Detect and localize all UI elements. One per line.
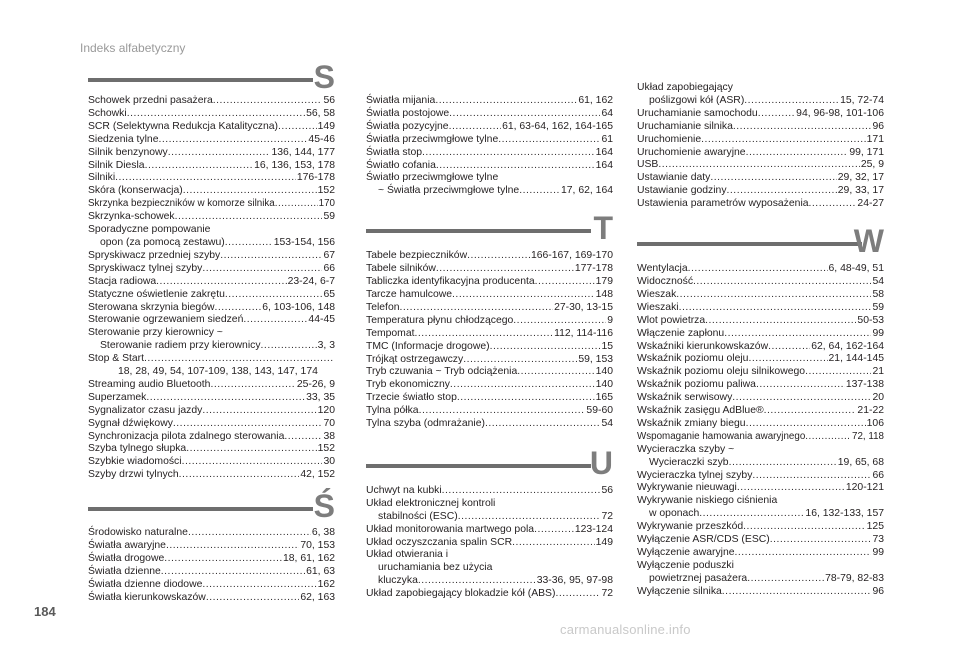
index-entry: Sterowana skrzynia biegów ..... 6, 103-106, 148 (88, 302, 335, 315)
watermark: carmanualsonline.info (560, 622, 691, 637)
index-entry: Uruchomienie awaryjne ..... 99, 171 (637, 147, 884, 160)
index-entry: Tabele silników ..... 177-178 (366, 263, 613, 276)
index-entry: Trzecie światło stop ..... 165 (366, 392, 613, 405)
index-entry: Szyby drzwi tylnych ..... 42, 152 (88, 469, 335, 482)
index-entry: Siedzenia tylne ..... 45-46 (88, 134, 335, 147)
section-letter: S (313, 59, 335, 95)
index-entry: Wyłączenie awaryjne ..... 99 (637, 547, 884, 560)
index-entry: Uchwyt na kubki ..... 56 (366, 485, 613, 498)
index-entry-heading: Sterowanie przy kierownicy ~ (88, 327, 223, 339)
index-entry: Tryb czuwania ~ Tryb odciążenia ..... 140 (366, 366, 613, 379)
section-w-entries (637, 263, 884, 599)
index-entry-heading: Wycieraczka szyby ~ (637, 443, 735, 455)
index-entry-heading: uruchamiania bez użycia (378, 562, 493, 574)
index-entry: Wskaźnik poziomu paliwa ..... 137-138 (637, 379, 884, 392)
index-entry: Wspomaganie hamowania awaryjnego ..... 72, 118 (637, 431, 884, 444)
index-entry: Wieszak ..... 58 (637, 289, 884, 302)
index-entry-heading: Wyłączenie poduszki (637, 559, 734, 571)
index-entry: Światło cofania ..... 164 (366, 160, 613, 173)
index-entry: Układ monitorowania martwego pola ..... 123-124 (366, 524, 613, 537)
section-header-u (366, 444, 613, 485)
index-entry: Widoczność ..... 54 (637, 276, 884, 289)
index-column-2 (366, 95, 613, 601)
page-number: 184 (34, 604, 56, 619)
index-entry: Tylna półka ..... 59-60 (366, 405, 613, 418)
index-entry: Światła dzienne ..... 61, 63 (88, 566, 335, 579)
index-entry: Schowek przedni pasażera ..... 56 (88, 95, 335, 108)
index-entry: Sterowanie radiem przy kierownicy ..... 3, 3 (88, 340, 335, 353)
index-entry-heading: Sporadyczne pompowanie (88, 224, 211, 236)
index-entry: Światła awaryjne ..... 70, 153 (88, 540, 335, 553)
index-entry: TMC (Informacje drogowe) ..... 15 (366, 341, 613, 354)
index-entry: Uruchomienie ..... 171 (637, 134, 884, 147)
index-entry: Silniki ..... 176-178 (88, 172, 335, 185)
section-letter: W (853, 223, 884, 260)
section-header-t (366, 210, 613, 250)
index-entry: Stop & Start ..... (88, 353, 335, 366)
index-entry: Stacja radiowa ..... 23-24, 6-7 (88, 276, 335, 289)
index-entry: kluczyka ..... 33-36, 95, 97-98 (366, 575, 613, 588)
section-t-entries (366, 250, 613, 431)
index-entry: Wskaźnik poziomu oleju ..... 21, 144-145 (637, 353, 884, 366)
index-entry: Światła kierunkowskazów ..... 62, 163 (88, 592, 335, 605)
section-s-entries (88, 95, 335, 482)
section-rule (366, 464, 591, 468)
index-entry-heading: Układ otwierania i (366, 549, 449, 561)
section-header-s-acute (88, 488, 335, 527)
index-entry: Wskaźnik zasięgu AdBlue® ..... 21-22 (637, 405, 884, 418)
index-column-1 (88, 59, 335, 605)
index-entry: Silnik benzynowy ..... 136, 144, 177 (88, 147, 335, 160)
index-entry: Wskaźniki kierunkowskazów ..... 62, 64, 162-164 (637, 341, 884, 354)
index-entry: Tabele bezpieczników ..... 166-167, 169-170 (366, 250, 613, 263)
index-entry: Superzamek ..... 33, 35 (88, 392, 335, 405)
index-entry: Ustawianie daty ..... 29, 32, 17 (637, 172, 884, 185)
index-entry: Spryskiwacz tylnej szyby ..... 66 (88, 263, 335, 276)
index-entry: Silnik Diesla ..... 16, 136, 153, 178 (88, 160, 335, 173)
index-entry: Światła przeciwmgłowe tylne ..... 61 (366, 134, 613, 147)
index-entry: Środowisko naturalne ..... 6, 38 (88, 527, 335, 540)
index-entry: Szybkie wiadomości ..... 30 (88, 456, 335, 469)
section-u-cont-entries (637, 82, 884, 211)
index-entry: USB ..... 25, 9 (637, 159, 884, 172)
index-entry: Wskaźnik zmiany biegu ..... 106 (637, 418, 884, 431)
index-entry: Sterowanie ogrzewaniem siedzeń ..... 44-45 (88, 314, 335, 327)
index-entry: Sygnalizator czasu jazdy ..... 120 (88, 405, 335, 418)
section-s-cont-entries (366, 95, 613, 198)
section-letter: T (593, 210, 613, 247)
index-entry: opon (za pomocą zestawu) ..... 153-154, 156 (88, 237, 335, 250)
index-entry-heading: Wykrywanie niskiego ciśnienia (637, 495, 778, 507)
index-entry: Tempomat ..... 112, 114-116 (366, 328, 613, 341)
index-entry: Układ oczyszczania spalin SCR ..... 149 (366, 537, 613, 550)
index-entry: w oponach ..... 16, 132-133, 157 (637, 508, 884, 521)
index-entry: Streaming audio Bluetooth ..... 25-26, 9 (88, 379, 335, 392)
index-entry: powietrznej pasażera ..... 78-79, 82-83 (637, 573, 884, 586)
index-entry: Schowki ..... 56, 58 (88, 108, 335, 121)
index-entry: Tabliczka identyfikacyjna producenta ..... 179 (366, 276, 613, 289)
running-header: Indeks alfabetyczny (80, 41, 186, 55)
section-rule (637, 242, 862, 246)
index-entry: Synchronizacja pilota zdalnego sterowania ..... 38 (88, 431, 335, 444)
index-entry: Światła dzienne diodowe ..... 162 (88, 579, 335, 592)
index-entry: Tarcze hamulcowe ..... 148 (366, 289, 613, 302)
index-entry: Wykrywanie nieuwagi ..... 120-121 (637, 482, 884, 495)
index-entry: poślizgowi kół (ASR) ..... 15, 72-74 (637, 95, 884, 108)
index-entry: stabilności (ESC) ..... 72 (366, 511, 613, 524)
index-entry: Wieszaki ..... 59 (637, 302, 884, 315)
section-letter: U (589, 444, 613, 481)
section-rule (366, 229, 591, 233)
index-entry: Wlot powietrza ..... 50-53 (637, 315, 884, 328)
index-column-3 (637, 82, 884, 599)
index-entry-heading: Światło przeciwmgłowe tylne (366, 172, 499, 184)
index-entry: Szyba tylnego słupka ..... 152 (88, 443, 335, 456)
index-entry: Światła drogowe ..... 18, 61, 162 (88, 553, 335, 566)
index-entry: Skóra (konserwacja) ..... 152 (88, 185, 335, 198)
section-rule (88, 78, 313, 82)
index-entry: ~ Światła przeciwmgłowe tylne ..... 17, 62, 164 (366, 185, 613, 198)
section-letter: Ś (313, 488, 335, 525)
index-entry: Wentylacja ..... 6, 48-49, 51 (637, 263, 884, 276)
section-rule (88, 507, 313, 511)
index-entry: Wykrywanie przeszkód ..... 125 (637, 521, 884, 534)
index-entry: Tylna szyba (odmrażanie) ..... 54 (366, 418, 613, 431)
section-header-s (88, 59, 335, 95)
section-u-entries (366, 485, 613, 601)
index-entry: Wycieraczki szyb ..... 19, 65, 68 (637, 457, 884, 470)
index-entry: Skrzynka-schowek ..... 59 (88, 211, 335, 224)
index-entry: Tryb ekonomiczny ..... 140 (366, 379, 613, 392)
index-entry: Temperatura płynu chłodzącego ..... 9 (366, 315, 613, 328)
section-s-acute-entries (88, 527, 335, 604)
index-entry: Uruchamianie samochodu ..... 94, 96-98, 101-106 (637, 108, 884, 121)
index-entry: Statyczne oświetlenie zakrętu ..... 65 (88, 289, 335, 302)
index-entry: Układ zapobiegający blokadzie kół (ABS) ..... 72 (366, 588, 613, 601)
index-entry: Wskaźnik serwisowy ..... 20 (637, 392, 884, 405)
index-entry: Telefon ..... 27-30, 13-15 (366, 302, 613, 315)
index-entry: Wyłączenie ASR/CDS (ESC) ..... 73 (637, 534, 884, 547)
index-entry: Trójkąt ostrzegawczy ..... 59, 153 (366, 354, 613, 367)
index-entry: Wycieraczka tylnej szyby ..... 66 (637, 470, 884, 483)
index-entry: Ustawienia parametrów wyposażenia ..... 24-27 (637, 198, 884, 211)
index-entry: Światła pozycyjne ..... 61, 63-64, 162, 164-165 (366, 121, 613, 134)
index-entry: Skrzynka bezpieczników w komorze silnika ..... 170 (88, 198, 335, 211)
index-entry: Sygnał dźwiękowy ..... 70 (88, 418, 335, 431)
section-header-w (637, 223, 884, 263)
index-entry: Światła stop ..... 164 (366, 147, 613, 160)
index-entry: Spryskiwacz przedniej szyby ..... 67 (88, 250, 335, 263)
index-entry: Uruchamianie silnika ..... 96 (637, 121, 884, 134)
index-entry: Wyłączenie silnika ..... 96 (637, 586, 884, 599)
index-entry: SCR (Selektywna Redukcja Katalityczna) ..... 149 (88, 121, 335, 134)
index-entry-heading: Układ zapobiegający (637, 82, 733, 93)
index-entry: Wskaźnik poziomu oleju silnikowego ..... 21 (637, 366, 884, 379)
index-entry: Światła postojowe ..... 64 (366, 108, 613, 121)
index-entry-pages: 18, 28, 49, 54, 107-109, 138, 143, 147, 174 (118, 366, 318, 378)
index-entry: Światła mijania ..... 61, 162 (366, 95, 613, 108)
index-entry: Włączenie zapłonu ..... 99 (637, 328, 884, 341)
index-entry: Ustawianie godziny ..... 29, 33, 17 (637, 185, 884, 198)
index-entry-heading: Układ elektronicznej kontroli (366, 497, 496, 509)
